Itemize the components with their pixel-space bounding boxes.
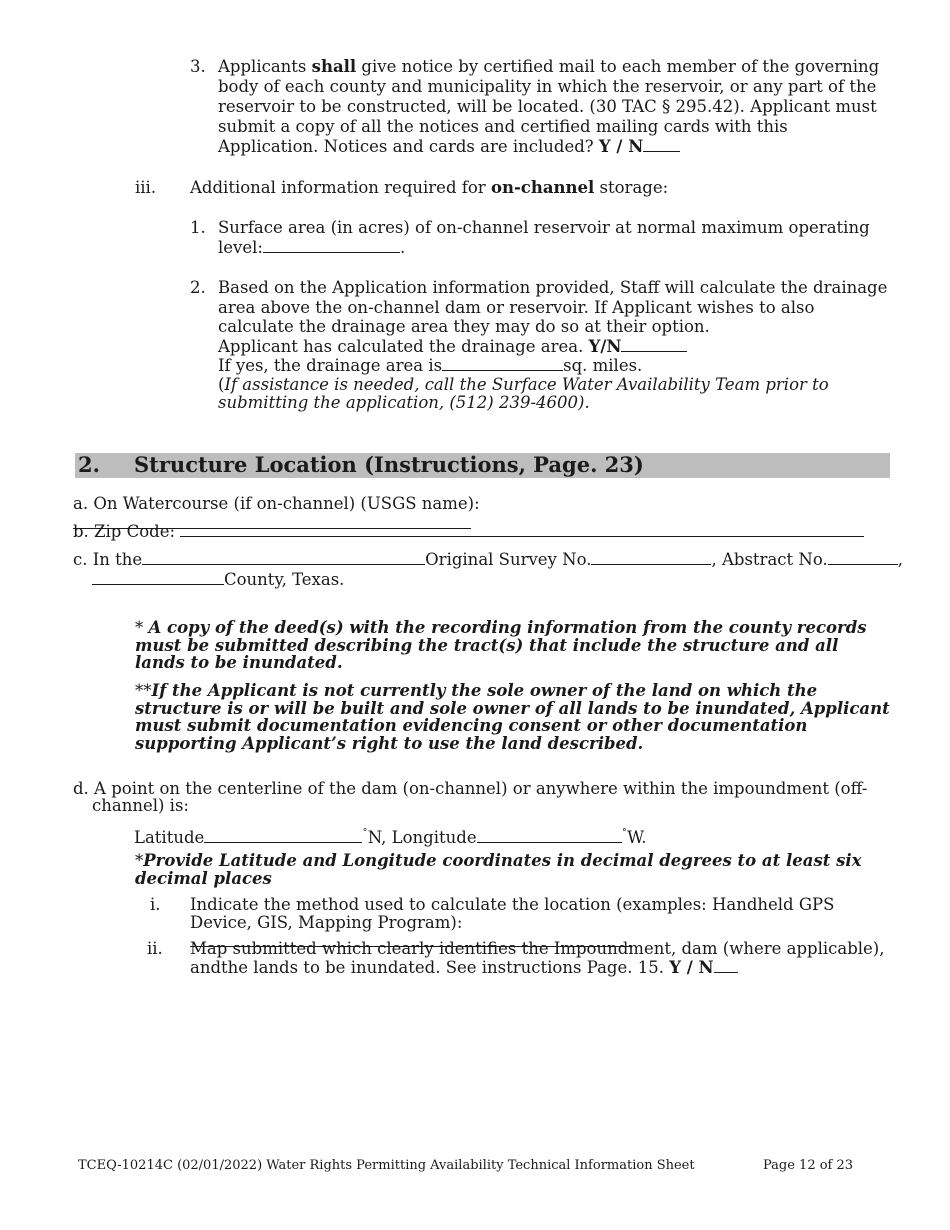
- onchannel-item-1: 1. Surface area (in acres) of on-channel reservoir at normal maximum operating level: .: [190, 218, 870, 257]
- item-3-number: 3.: [190, 57, 206, 76]
- item-iii: iii. Additional information required for on-channel storage:: [135, 178, 669, 197]
- surface-area-field[interactable]: [263, 238, 400, 253]
- latitude-input[interactable]: [204, 828, 362, 843]
- d-item-i: i. Indicate the method used to calculate the location (examples: Handheld GPS Device, GIS, Mapping Program):: [150, 896, 890, 951]
- item-3-yn-blank[interactable]: [643, 137, 680, 152]
- section-2-title: Structure Location (Instructions, Page. 23): [134, 452, 644, 477]
- drainage-calc-yn-blank[interactable]: [621, 337, 687, 352]
- item-3: [190, 57, 890, 157]
- d-item-ii: ii. Map submitted which clearly identifies the Impoundment, dam (where applicable), andthe lands to be inundated. See instructions Page. 15. Y / N: [147, 939, 885, 977]
- footer-form-id: TCEQ-10214C (02/01/2022) Water Rights Permitting Availability Technical Information Sheet: [78, 1158, 695, 1173]
- item-iii-numeral: iii.: [135, 178, 157, 197]
- field-a-watercourse: a. On Watercourse (if on-channel) (USGS name):: [73, 494, 873, 534]
- drainage-area-field[interactable]: [442, 356, 563, 371]
- footer-page-number: Page 12 of 23: [763, 1158, 854, 1173]
- abstract-no-input[interactable]: [828, 550, 898, 565]
- item-3-yn[interactable]: Y / N: [598, 137, 644, 156]
- assistance-note: If assistance is needed, call the Surface Water Availability Team prior to submitting the application, (512) 239-4600).: [218, 374, 829, 412]
- map-submitted-yn-blank[interactable]: [714, 958, 738, 973]
- onchannel-item-2: 2. Based on the Application information provided, Staff will calculate the drainage area above the on-channel dam or reservoir. If Applicant wishes to also calculate the drainage area they may do so at their option. Applicant has calculated the drainage area. Y/N If yes, the drainage area is sq. miles. (If assistance is needed, call the Surface Water Availability Team prior to submitting the application, (512) 239-4600).: [190, 278, 888, 412]
- zip-code-input[interactable]: [180, 522, 864, 537]
- in-the-input[interactable]: [142, 550, 425, 565]
- lat-long-row: Latitude ˚N, Longitude ˚W.: [134, 828, 647, 847]
- longitude-input[interactable]: [477, 828, 622, 843]
- map-submitted-yn[interactable]: Y / N: [669, 958, 714, 977]
- field-d-centerline: d. A point on the centerline of the dam (on-channel) or anywhere within the impoundment (off-channel) is:: [73, 779, 868, 815]
- field-c-survey: c. In the Original Survey No. , Abstract No. , County, Texas.: [73, 550, 903, 589]
- original-survey-input[interactable]: [591, 550, 711, 565]
- field-b-zip: b. Zip Code:: [73, 522, 873, 542]
- deed-copy-note: * A copy of the deed(s) with the recording information from the county records must be submitted describing the tract(s) that include the structure and all lands to be inundated.: [135, 618, 867, 672]
- item-3-text: Applicants shall give notice by certified mail to each member of the governing body of each county and municipality in which the reservoir, or any part of the reservoir to be constructed, will be located. (30 TAC § 295.42). Applicant must submit a copy of all the notices and certified mailing cards with this Application. Notices and cards are included? Y / N: [218, 57, 880, 156]
- section-2-number: 2.: [78, 452, 100, 477]
- county-input[interactable]: [92, 570, 224, 585]
- drainage-calc-yn[interactable]: Y/N: [588, 336, 622, 356]
- coordinate-precision-note: *Provide Latitude and Longitude coordinates in decimal degrees to at least six decimal places: [135, 851, 862, 888]
- ownership-note: **If the Applicant is not currently the sole owner of the land on which the structure is or will be built and sole owner of all lands to be inundated, Applicant must submit documentation evidencing consent or other documentation supporting Applicant’s right to use the land described.: [135, 681, 890, 753]
